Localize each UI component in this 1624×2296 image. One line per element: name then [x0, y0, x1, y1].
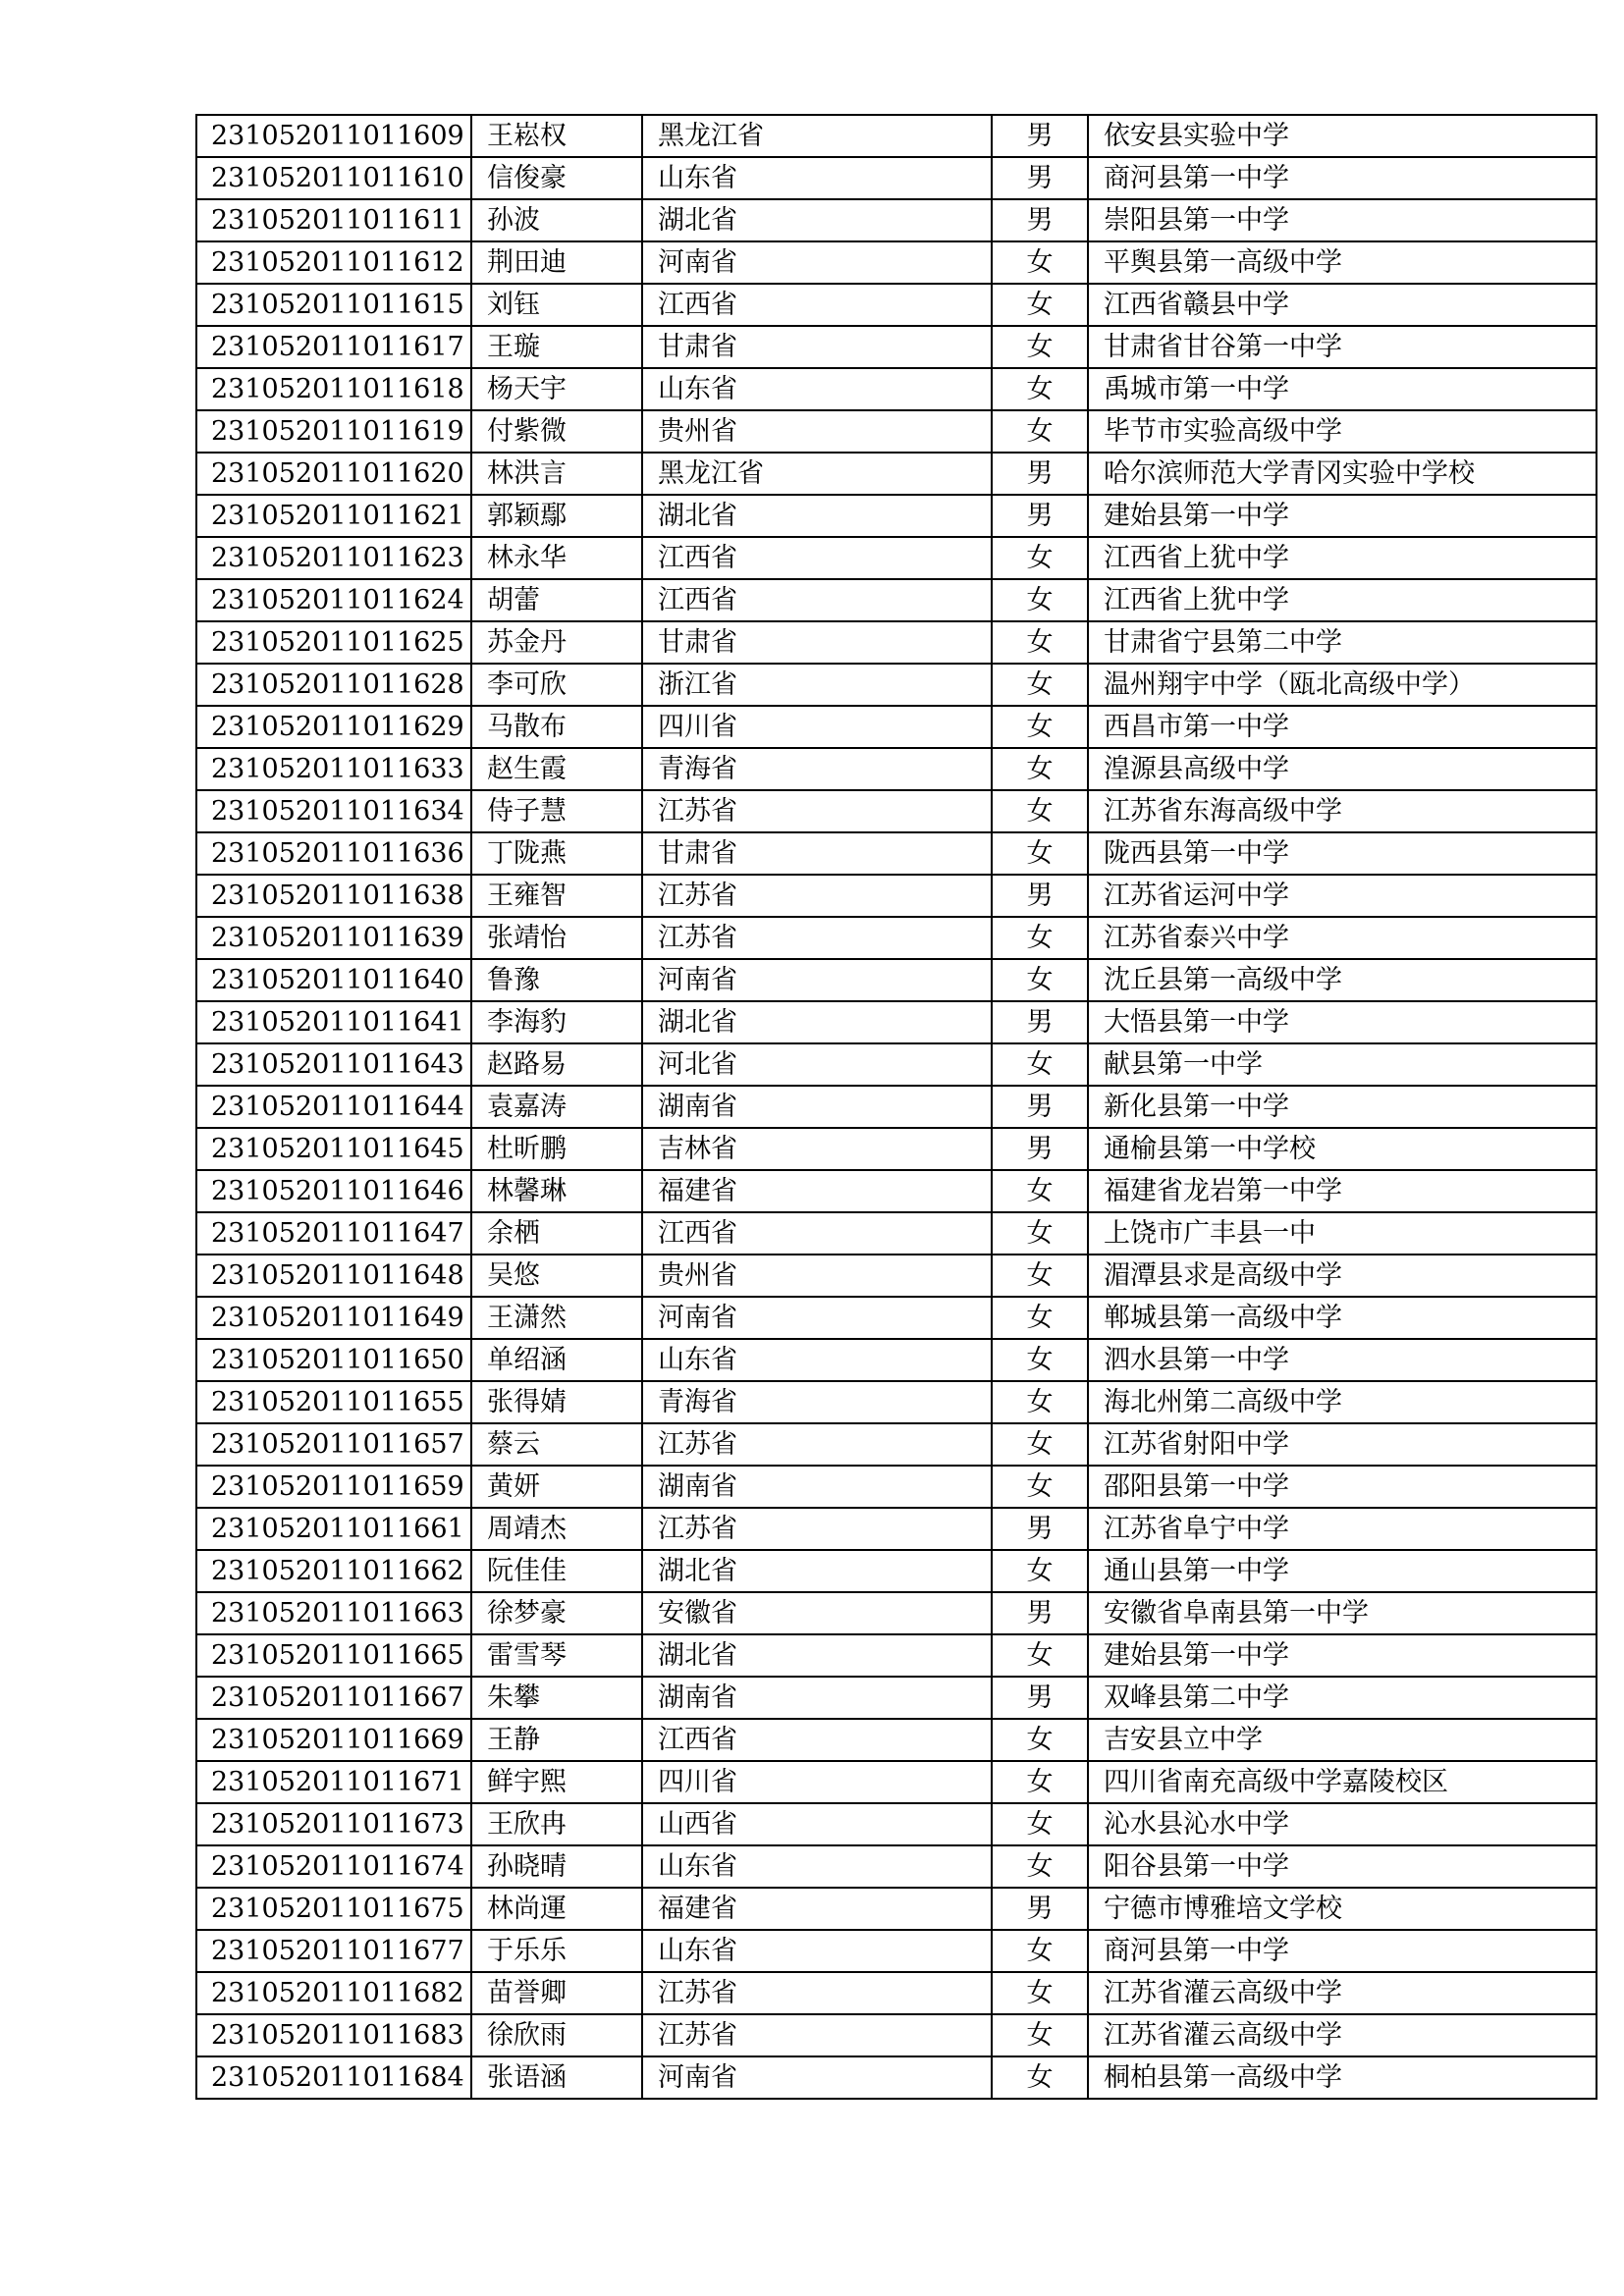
table-row: [196, 2056, 1597, 2099]
name-cell: 阮佳佳: [471, 1550, 642, 1592]
province-cell: 湖南省: [642, 1677, 992, 1719]
table-row: [196, 115, 1597, 157]
table-row: [196, 1043, 1597, 1086]
candidate-id-cell: 231052011011638: [196, 875, 471, 917]
school-cell: 湟源县高级中学: [1088, 748, 1597, 790]
name-cell: 鲜宇熙: [471, 1761, 642, 1803]
school-cell: 哈尔滨师范大学青冈实验中学校: [1088, 453, 1597, 495]
province-cell: 四川省: [642, 1761, 992, 1803]
table-row: [196, 1972, 1597, 2014]
name-cell: 周靖杰: [471, 1508, 642, 1550]
school-cell: 江苏省灌云高级中学: [1088, 1972, 1597, 2014]
name-cell: 林洪言: [471, 453, 642, 495]
province-cell: 河南省: [642, 1297, 992, 1339]
province-cell: 山东省: [642, 1339, 992, 1381]
gender-cell: 男: [992, 1508, 1088, 1550]
school-cell: 江苏省泰兴中学: [1088, 917, 1597, 959]
gender-cell: 女: [992, 2056, 1088, 2099]
table-row: [196, 1845, 1597, 1888]
name-cell: 侍子慧: [471, 790, 642, 832]
gender-cell: 女: [992, 1466, 1088, 1508]
gender-cell: 男: [992, 1888, 1088, 1930]
gender-cell: 男: [992, 453, 1088, 495]
gender-cell: 女: [992, 1212, 1088, 1255]
school-cell: 通榆县第一中学校: [1088, 1128, 1597, 1170]
province-cell: 黑龙江省: [642, 115, 992, 157]
candidate-id-cell: 231052011011665: [196, 1634, 471, 1677]
table-row: [196, 537, 1597, 579]
province-cell: 江苏省: [642, 875, 992, 917]
name-cell: 信俊豪: [471, 157, 642, 199]
table-row: [196, 1466, 1597, 1508]
table-row: [196, 832, 1597, 875]
table-row: [196, 1677, 1597, 1719]
gender-cell: 女: [992, 1255, 1088, 1297]
name-cell: 刘钰: [471, 284, 642, 326]
province-cell: 湖北省: [642, 1550, 992, 1592]
candidate-id-cell: 231052011011657: [196, 1423, 471, 1466]
school-cell: 建始县第一中学: [1088, 1634, 1597, 1677]
name-cell: 李海豹: [471, 1001, 642, 1043]
table-row: [196, 495, 1597, 537]
candidate-id-cell: 231052011011640: [196, 959, 471, 1001]
name-cell: 郭颖鄢: [471, 495, 642, 537]
name-cell: 张靖怡: [471, 917, 642, 959]
province-cell: 江苏省: [642, 1508, 992, 1550]
name-cell: 袁嘉涛: [471, 1086, 642, 1128]
name-cell: 王潇然: [471, 1297, 642, 1339]
gender-cell: 男: [992, 1128, 1088, 1170]
gender-cell: 女: [992, 748, 1088, 790]
gender-cell: 女: [992, 1550, 1088, 1592]
name-cell: 朱攀: [471, 1677, 642, 1719]
name-cell: 苗誉卿: [471, 1972, 642, 2014]
school-cell: 湄潭县求是高级中学: [1088, 1255, 1597, 1297]
gender-cell: 男: [992, 875, 1088, 917]
name-cell: 雷雪琴: [471, 1634, 642, 1677]
table-row: [196, 1423, 1597, 1466]
school-cell: 江苏省东海高级中学: [1088, 790, 1597, 832]
name-cell: 余栖: [471, 1212, 642, 1255]
gender-cell: 男: [992, 1677, 1088, 1719]
school-cell: 江苏省射阳中学: [1088, 1423, 1597, 1466]
gender-cell: 男: [992, 1001, 1088, 1043]
name-cell: 张语涵: [471, 2056, 642, 2099]
candidate-id-cell: 231052011011621: [196, 495, 471, 537]
school-cell: 宁德市博雅培文学校: [1088, 1888, 1597, 1930]
province-cell: 江苏省: [642, 790, 992, 832]
table-row: [196, 199, 1597, 241]
table-row: [196, 748, 1597, 790]
name-cell: 杨天宇: [471, 368, 642, 410]
school-cell: 商河县第一中学: [1088, 157, 1597, 199]
province-cell: 甘肃省: [642, 832, 992, 875]
province-cell: 福建省: [642, 1888, 992, 1930]
gender-cell: 女: [992, 664, 1088, 706]
candidate-id-cell: 231052011011677: [196, 1930, 471, 1972]
candidate-id-cell: 231052011011659: [196, 1466, 471, 1508]
candidate-id-cell: 231052011011650: [196, 1339, 471, 1381]
name-cell: 王欣冉: [471, 1803, 642, 1845]
school-cell: 平舆县第一高级中学: [1088, 241, 1597, 284]
roster-table: [195, 114, 1597, 2100]
school-cell: 陇西县第一中学: [1088, 832, 1597, 875]
gender-cell: 女: [992, 326, 1088, 368]
gender-cell: 女: [992, 1972, 1088, 2014]
school-cell: 上饶市广丰县一中: [1088, 1212, 1597, 1255]
candidate-id-cell: 231052011011624: [196, 579, 471, 621]
province-cell: 河南省: [642, 959, 992, 1001]
school-cell: 江苏省灌云高级中学: [1088, 2014, 1597, 2056]
candidate-id-cell: 231052011011645: [196, 1128, 471, 1170]
province-cell: 贵州省: [642, 1255, 992, 1297]
school-cell: 四川省南充高级中学嘉陵校区: [1088, 1761, 1597, 1803]
name-cell: 苏金丹: [471, 621, 642, 664]
name-cell: 赵路易: [471, 1043, 642, 1086]
province-cell: 山西省: [642, 1803, 992, 1845]
province-cell: 江西省: [642, 537, 992, 579]
gender-cell: 女: [992, 959, 1088, 1001]
gender-cell: 女: [992, 284, 1088, 326]
gender-cell: 女: [992, 410, 1088, 453]
gender-cell: 女: [992, 1930, 1088, 1972]
gender-cell: 男: [992, 199, 1088, 241]
province-cell: 贵州省: [642, 410, 992, 453]
gender-cell: 女: [992, 1761, 1088, 1803]
table-row: [196, 2014, 1597, 2056]
gender-cell: 女: [992, 1423, 1088, 1466]
name-cell: 王静: [471, 1719, 642, 1761]
name-cell: 林永华: [471, 537, 642, 579]
candidate-id-cell: 231052011011619: [196, 410, 471, 453]
name-cell: 徐欣雨: [471, 2014, 642, 2056]
gender-cell: 女: [992, 832, 1088, 875]
gender-cell: 女: [992, 621, 1088, 664]
candidate-id-cell: 231052011011609: [196, 115, 471, 157]
table-row: [196, 1719, 1597, 1761]
table-row: [196, 157, 1597, 199]
province-cell: 青海省: [642, 748, 992, 790]
candidate-id-cell: 231052011011611: [196, 199, 471, 241]
name-cell: 王璇: [471, 326, 642, 368]
school-cell: 毕节市实验高级中学: [1088, 410, 1597, 453]
name-cell: 赵生霞: [471, 748, 642, 790]
gender-cell: 女: [992, 241, 1088, 284]
gender-cell: 男: [992, 495, 1088, 537]
gender-cell: 女: [992, 1803, 1088, 1845]
gender-cell: 女: [992, 1845, 1088, 1888]
name-cell: 马散布: [471, 706, 642, 748]
table-row: [196, 1381, 1597, 1423]
table-row: [196, 1930, 1597, 1972]
gender-cell: 女: [992, 1043, 1088, 1086]
name-cell: 丁陇燕: [471, 832, 642, 875]
school-cell: 吉安县立中学: [1088, 1719, 1597, 1761]
candidate-id-cell: 231052011011615: [196, 284, 471, 326]
school-cell: 建始县第一中学: [1088, 495, 1597, 537]
name-cell: 杜昕鹏: [471, 1128, 642, 1170]
gender-cell: 女: [992, 1339, 1088, 1381]
table-row: [196, 579, 1597, 621]
school-cell: 新化县第一中学: [1088, 1086, 1597, 1128]
name-cell: 蔡云: [471, 1423, 642, 1466]
table-row: [196, 621, 1597, 664]
school-cell: 阳谷县第一中学: [1088, 1845, 1597, 1888]
school-cell: 海北州第二高级中学: [1088, 1381, 1597, 1423]
gender-cell: 女: [992, 917, 1088, 959]
province-cell: 福建省: [642, 1170, 992, 1212]
table-row: [196, 664, 1597, 706]
province-cell: 河北省: [642, 1043, 992, 1086]
candidate-id-cell: 231052011011655: [196, 1381, 471, 1423]
candidate-id-cell: 231052011011661: [196, 1508, 471, 1550]
table-row: [196, 1803, 1597, 1845]
table-row: [196, 1297, 1597, 1339]
name-cell: 胡蕾: [471, 579, 642, 621]
gender-cell: 女: [992, 790, 1088, 832]
province-cell: 江苏省: [642, 917, 992, 959]
table-row: [196, 1001, 1597, 1043]
gender-cell: 女: [992, 2014, 1088, 2056]
gender-cell: 女: [992, 368, 1088, 410]
school-cell: 江苏省运河中学: [1088, 875, 1597, 917]
candidate-id-cell: 231052011011633: [196, 748, 471, 790]
table-row: [196, 368, 1597, 410]
table-row: [196, 1170, 1597, 1212]
candidate-id-cell: 231052011011684: [196, 2056, 471, 2099]
candidate-id-cell: 231052011011644: [196, 1086, 471, 1128]
gender-cell: 男: [992, 157, 1088, 199]
candidate-id-cell: 231052011011682: [196, 1972, 471, 2014]
table-row: [196, 410, 1597, 453]
candidate-id-cell: 231052011011618: [196, 368, 471, 410]
table-row: [196, 790, 1597, 832]
province-cell: 吉林省: [642, 1128, 992, 1170]
gender-cell: 女: [992, 1634, 1088, 1677]
name-cell: 孙晓晴: [471, 1845, 642, 1888]
table-row: [196, 1888, 1597, 1930]
school-cell: 桐柏县第一高级中学: [1088, 2056, 1597, 2099]
province-cell: 山东省: [642, 368, 992, 410]
table-row: [196, 959, 1597, 1001]
candidate-id-cell: 231052011011671: [196, 1761, 471, 1803]
province-cell: 江苏省: [642, 1423, 992, 1466]
province-cell: 浙江省: [642, 664, 992, 706]
table-row: [196, 1761, 1597, 1803]
gender-cell: 男: [992, 1592, 1088, 1634]
school-cell: 福建省龙岩第一中学: [1088, 1170, 1597, 1212]
candidate-id-cell: 231052011011673: [196, 1803, 471, 1845]
school-cell: 双峰县第二中学: [1088, 1677, 1597, 1719]
candidate-id-cell: 231052011011610: [196, 157, 471, 199]
table-row: [196, 1508, 1597, 1550]
table-row: [196, 241, 1597, 284]
candidate-id-cell: 231052011011641: [196, 1001, 471, 1043]
candidate-id-cell: 231052011011669: [196, 1719, 471, 1761]
name-cell: 荆田迪: [471, 241, 642, 284]
school-cell: 通山县第一中学: [1088, 1550, 1597, 1592]
province-cell: 江西省: [642, 579, 992, 621]
table-row: [196, 1339, 1597, 1381]
school-cell: 安徽省阜南县第一中学: [1088, 1592, 1597, 1634]
gender-cell: 男: [992, 1086, 1088, 1128]
province-cell: 湖北省: [642, 1001, 992, 1043]
gender-cell: 女: [992, 706, 1088, 748]
province-cell: 湖北省: [642, 495, 992, 537]
name-cell: 李可欣: [471, 664, 642, 706]
name-cell: 王崧权: [471, 115, 642, 157]
candidate-id-cell: 231052011011674: [196, 1845, 471, 1888]
table-row: [196, 453, 1597, 495]
school-cell: 依安县实验中学: [1088, 115, 1597, 157]
school-cell: 江西省赣县中学: [1088, 284, 1597, 326]
school-cell: 江西省上犹中学: [1088, 537, 1597, 579]
table-row: [196, 1634, 1597, 1677]
name-cell: 王雍智: [471, 875, 642, 917]
school-cell: 西昌市第一中学: [1088, 706, 1597, 748]
province-cell: 江苏省: [642, 1972, 992, 2014]
province-cell: 青海省: [642, 1381, 992, 1423]
name-cell: 于乐乐: [471, 1930, 642, 1972]
school-cell: 沈丘县第一高级中学: [1088, 959, 1597, 1001]
candidate-id-cell: 231052011011634: [196, 790, 471, 832]
province-cell: 湖南省: [642, 1466, 992, 1508]
name-cell: 林馨琳: [471, 1170, 642, 1212]
name-cell: 付紫微: [471, 410, 642, 453]
candidate-id-cell: 231052011011663: [196, 1592, 471, 1634]
school-cell: 献县第一中学: [1088, 1043, 1597, 1086]
name-cell: 吴悠: [471, 1255, 642, 1297]
candidate-id-cell: 231052011011662: [196, 1550, 471, 1592]
candidate-id-cell: 231052011011636: [196, 832, 471, 875]
table-row: [196, 1255, 1597, 1297]
province-cell: 山东省: [642, 1845, 992, 1888]
province-cell: 河南省: [642, 241, 992, 284]
name-cell: 鲁豫: [471, 959, 642, 1001]
province-cell: 山东省: [642, 157, 992, 199]
school-cell: 郸城县第一高级中学: [1088, 1297, 1597, 1339]
gender-cell: 女: [992, 1381, 1088, 1423]
candidate-id-cell: 231052011011639: [196, 917, 471, 959]
gender-cell: 女: [992, 537, 1088, 579]
table-row: [196, 326, 1597, 368]
school-cell: 商河县第一中学: [1088, 1930, 1597, 1972]
school-cell: 沁水县沁水中学: [1088, 1803, 1597, 1845]
gender-cell: 女: [992, 1719, 1088, 1761]
candidate-id-cell: 231052011011675: [196, 1888, 471, 1930]
table-row: [196, 875, 1597, 917]
table-row: [196, 706, 1597, 748]
school-cell: 崇阳县第一中学: [1088, 199, 1597, 241]
province-cell: 江苏省: [642, 2014, 992, 2056]
school-cell: 温州翔宇中学（瓯北高级中学）: [1088, 664, 1597, 706]
candidate-id-cell: 231052011011649: [196, 1297, 471, 1339]
province-cell: 江西省: [642, 1719, 992, 1761]
province-cell: 黑龙江省: [642, 453, 992, 495]
province-cell: 河南省: [642, 2056, 992, 2099]
school-cell: 禹城市第一中学: [1088, 368, 1597, 410]
candidate-id-cell: 231052011011643: [196, 1043, 471, 1086]
province-cell: 山东省: [642, 1930, 992, 1972]
candidate-id-cell: 231052011011667: [196, 1677, 471, 1719]
candidate-id-cell: 231052011011648: [196, 1255, 471, 1297]
school-cell: 大悟县第一中学: [1088, 1001, 1597, 1043]
school-cell: 甘肃省宁县第二中学: [1088, 621, 1597, 664]
candidate-id-cell: 231052011011623: [196, 537, 471, 579]
roster-body: [196, 115, 1597, 2099]
province-cell: 安徽省: [642, 1592, 992, 1634]
province-cell: 江西省: [642, 284, 992, 326]
gender-cell: 女: [992, 1297, 1088, 1339]
name-cell: 林尚運: [471, 1888, 642, 1930]
gender-cell: 男: [992, 115, 1088, 157]
table-row: [196, 1212, 1597, 1255]
name-cell: 黄妍: [471, 1466, 642, 1508]
candidate-id-cell: 231052011011625: [196, 621, 471, 664]
gender-cell: 女: [992, 579, 1088, 621]
name-cell: 孙波: [471, 199, 642, 241]
province-cell: 湖北省: [642, 199, 992, 241]
province-cell: 湖北省: [642, 1634, 992, 1677]
candidate-id-cell: 231052011011620: [196, 453, 471, 495]
school-cell: 江苏省阜宁中学: [1088, 1508, 1597, 1550]
table-row: [196, 917, 1597, 959]
school-cell: 甘肃省甘谷第一中学: [1088, 326, 1597, 368]
school-cell: 泗水县第一中学: [1088, 1339, 1597, 1381]
school-cell: 江西省上犹中学: [1088, 579, 1597, 621]
table-row: [196, 1550, 1597, 1592]
province-cell: 四川省: [642, 706, 992, 748]
candidate-id-cell: 231052011011647: [196, 1212, 471, 1255]
table-row: [196, 1592, 1597, 1634]
name-cell: 单绍涵: [471, 1339, 642, 1381]
candidate-id-cell: 231052011011612: [196, 241, 471, 284]
candidate-id-cell: 231052011011646: [196, 1170, 471, 1212]
school-cell: 邵阳县第一中学: [1088, 1466, 1597, 1508]
province-cell: 甘肃省: [642, 326, 992, 368]
candidate-id-cell: 231052011011628: [196, 664, 471, 706]
candidate-id-cell: 231052011011629: [196, 706, 471, 748]
name-cell: 张得婧: [471, 1381, 642, 1423]
table-row: [196, 1128, 1597, 1170]
table-row: [196, 1086, 1597, 1128]
candidate-id-cell: 231052011011617: [196, 326, 471, 368]
name-cell: 徐梦豪: [471, 1592, 642, 1634]
province-cell: 甘肃省: [642, 621, 992, 664]
province-cell: 江西省: [642, 1212, 992, 1255]
candidate-id-cell: 231052011011683: [196, 2014, 471, 2056]
province-cell: 湖南省: [642, 1086, 992, 1128]
gender-cell: 女: [992, 1170, 1088, 1212]
table-row: [196, 284, 1597, 326]
